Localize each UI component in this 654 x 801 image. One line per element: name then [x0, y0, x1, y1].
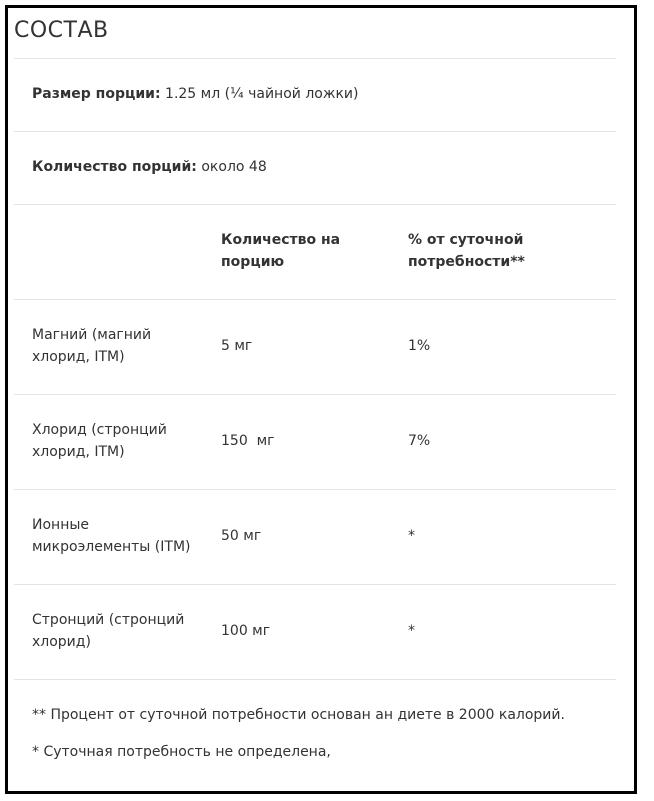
ingredient-daily-value: *: [408, 528, 415, 544]
footnote-daily-value-basis: ** Процент от суточной потребности основан ан диете в 2000 калорий.: [32, 707, 565, 723]
divider: [14, 131, 616, 132]
ingredient-name: Магний (магний хлорид, ITM): [32, 327, 152, 365]
ingredient-amount: 5 мг: [221, 338, 253, 354]
servings-label: Количество порций:: [32, 159, 197, 175]
supplement-facts-panel: [5, 5, 637, 794]
divider: [14, 489, 616, 490]
amount-header: Количество на порцию: [221, 232, 341, 270]
ingredient-amount: 100 мг: [221, 623, 271, 639]
ingredient-name: Стронций (стронций хлорид): [32, 612, 185, 650]
serving-size-value: 1.25 мл (¼ чайной ложки): [160, 86, 359, 102]
ingredient-name: Ионные микроэлементы (ITM): [32, 517, 191, 555]
divider: [14, 394, 616, 395]
divider: [14, 679, 616, 680]
ingredient-daily-value: 1%: [408, 338, 431, 354]
servings-value: около 48: [196, 159, 267, 175]
ingredient-name: Хлорид (стронций хлорид, ITM): [32, 422, 167, 460]
daily-value-header: % от суточной потребности**: [408, 232, 525, 270]
serving-size-label: Размер порции:: [32, 86, 161, 102]
divider: [14, 584, 616, 585]
servings-row: [32, 156, 267, 178]
footnote-not-established: * Суточная потребность не определена,: [32, 744, 331, 760]
ingredient-amount: 50 мг: [221, 528, 262, 544]
page-title: СОСТАВ: [14, 18, 109, 43]
serving-size-row: [32, 83, 358, 105]
divider: [14, 299, 616, 300]
divider: [14, 58, 616, 59]
ingredient-daily-value: *: [408, 623, 415, 639]
ingredient-daily-value: 7%: [408, 433, 431, 449]
ingredient-amount: 150 мг: [221, 433, 275, 449]
divider: [14, 204, 616, 205]
